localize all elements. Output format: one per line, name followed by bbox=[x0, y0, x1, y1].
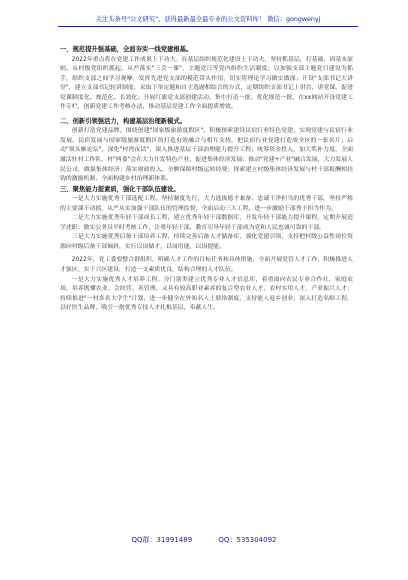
document-body bbox=[60, 45, 353, 314]
section-3-paragraph-1: 一是大力实施优秀干部选配工程。坚持制度先行，大力选拔德才兼备、忠诚干净担当的优秀干部，坚持严格的主要课不动摇，从严从实加强干部队伍的管理监督，全面启动三大工程，进一步激励干部秀于担当作为。 bbox=[60, 196, 353, 212]
section-4-paragraph-1: 2022年，党工委要整合群组织，明确人才工作的目标任务和具体措施，全面开展党管人才工作，积极推进人才强区、实干兴区建设，打造一支素质优良、结构合理的人才队伍。 bbox=[60, 257, 353, 274]
section-1-paragraph: 2022年重点将在党建工作成果上下功夫。在基层组织规范化建设上下功夫，坚持抓基层，打基础，固基本原则，从村级党组织抓起，从严落实"三会一课"，主题党日等党内组织生活制度；以加强支部主题党日建设为抓手，组织支部之间学习观摩，发挥先进党支部的模范带头作用，切实将理论学习做实做深；开设"支部书记大讲堂"，建立支部书记轮讲制度，采取下单定题和自主选题相结合的方式，定期组织支部书记上讲台，讲党课，促进党课制度化、规范化、长效化；开展红旗党支部创建活动，集中打造一批。优化规范一批，在xx网站开设党建工作专栏，创新党建工作考核办法，推动基层党建工作全面提质增效。 bbox=[60, 56, 353, 111]
section-1-heading: 一、规范提升强基础，全面夯实一线党建根基。 bbox=[60, 46, 193, 53]
footer-contact bbox=[0, 535, 408, 545]
section-4-paragraph-2: 一是大力实施优秀人才培养工程。分门别类建立优秀专业人才信息库，着重面向农民专业合作社、家庭农场、培养既懂农业、会经营、善管理，又具有较高职业素养的复合型农业人才、农村实用人才，产业振兴人才；持续推进"一村多名大学生"计划，进一步健全在外知名人士联络制度，支持能人返乡创业；深入打造名师工程，以好医生品牌，吸引一批优秀专技人才扎根基层，奉献人生。 bbox=[60, 276, 353, 312]
section-2-paragraph: 创新打造党建品牌，围绕创建"国家级旅游度假区"、积极探索建设民宿行业特色党建，实现党建与民宿行业发展、民宿发展与国家级旅游度假区的打造有效融合与相互支持，把民宿行业党建打造成全区的一张名片；启动"领头雁论坛"，深化"村湾夜话"，深入推进基层干部治理能力提升工程；统筹资金投入，加大奖补力度，全面激活驻村工作队，村"两委"会在大力开发特色产业，促进集体经济发展；推动"党建+产业"融合发展，大力发展人民公司，做强集体经济：落实财政投入，全额保障村级运转经费；探索建立村级集体经济发展与村干部报酬相挂钩的激励机制，全面构建乡村治理新体系。 bbox=[60, 128, 353, 183]
section-3-paragraph-3: 三是大力实施优秀后备干部培养工程，持续完善后备人才储备库，强化党建引领，支持把村级公益性岗位资源向村级后备干部倾斜，实行以岗储才，以岗用能，以岗提能。 bbox=[60, 234, 353, 250]
footer-qq: QQ：535304092 bbox=[218, 536, 277, 544]
section-3-paragraph-2: 二是大力实施优秀年轻干部成长工程，建立优秀年轻干部数据库，开发年轻干部能力提升课程，定期开展适学述职；做实公务员平时考核工作，注重年轻干部，教育引导年轻干部成为党和人民忠诚可靠的干部。 bbox=[60, 215, 353, 231]
section-2-heading: 二、创新引领强活力，构建基层治理新模式。 bbox=[60, 117, 186, 125]
header-banner: 关注头条号"公文研究"，获得最新最全最专业的公文资料库！ 微信：gongwenyj bbox=[58, 14, 358, 27]
footer-qq-group: QQ群：31991489 bbox=[131, 536, 193, 544]
section-3-heading: 三、聚焦能力提素质，强化干部队伍建设。 bbox=[60, 185, 180, 193]
